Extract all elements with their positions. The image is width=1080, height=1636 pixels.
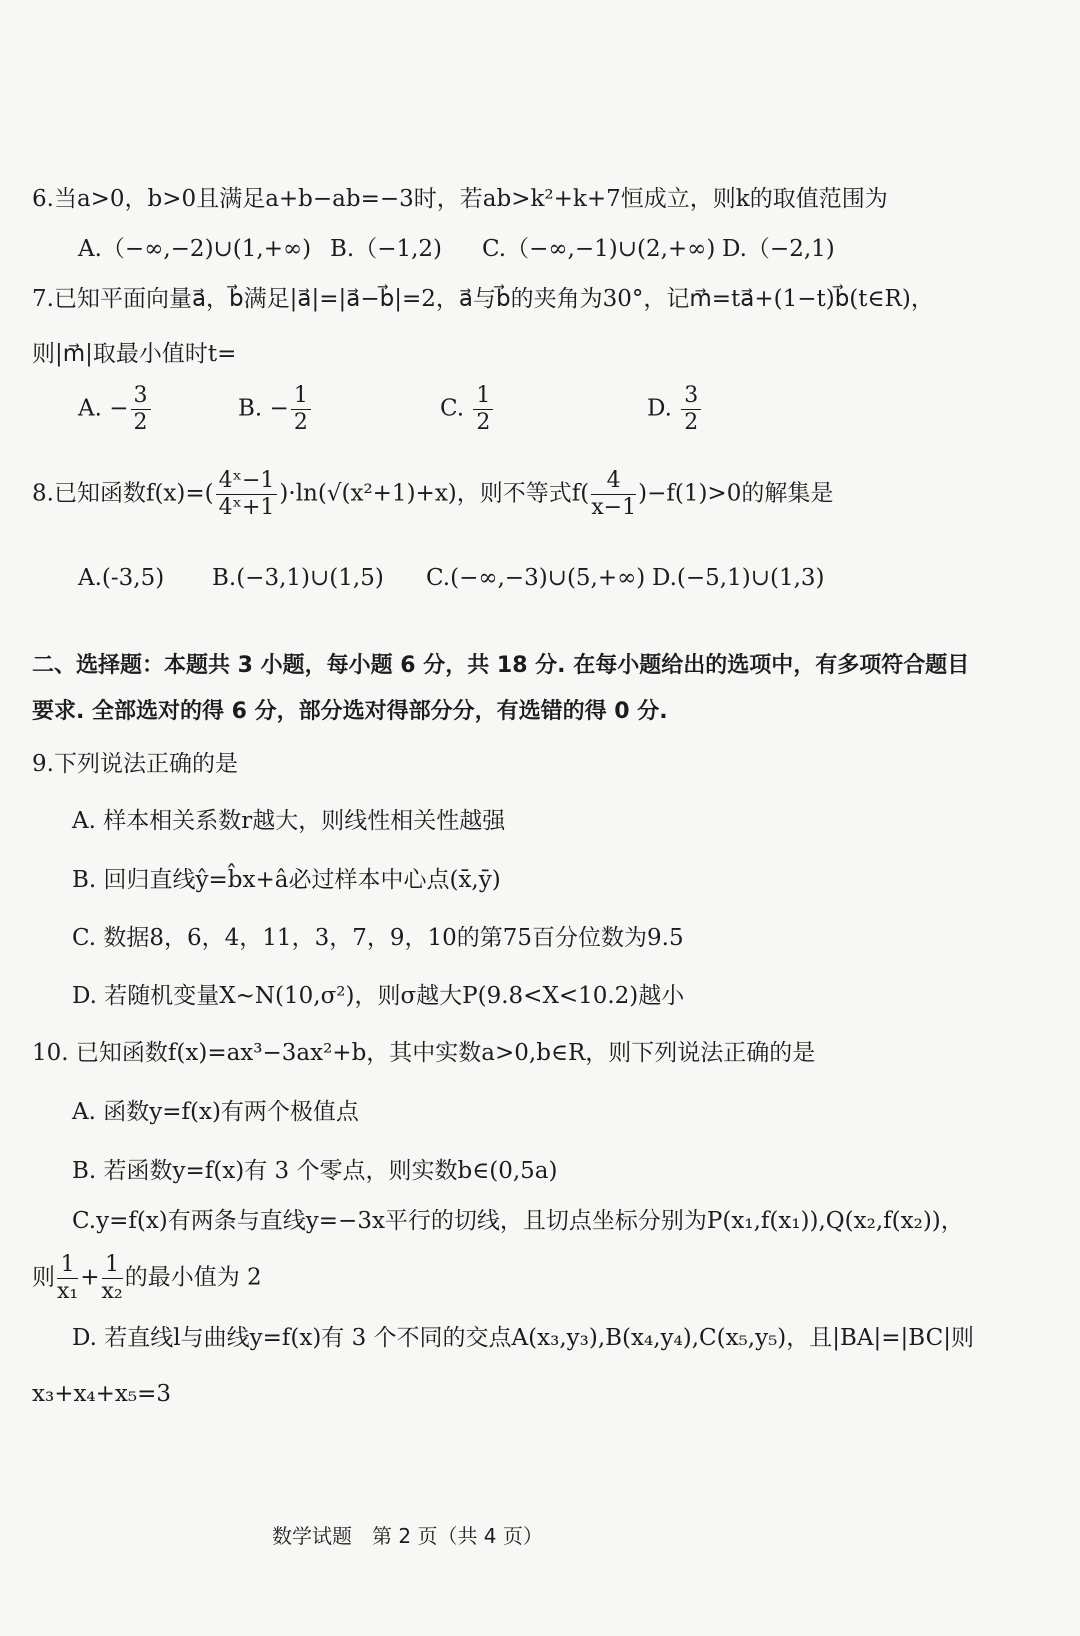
section2-heading-line1: 二、选择题：本题共 3 小题，每小题 6 分，共 18 分. 在每小题给出的选项中，有多项符合题目 [32, 653, 970, 678]
q7-option-c-label: C. [440, 395, 465, 422]
q8-option-b: B.(−3,1)∪(1,5) [212, 565, 384, 591]
q7-option-b-fraction [291, 383, 311, 436]
q8-option-a: A.(-3,5) [78, 565, 165, 591]
q7-option-a-denominator: 2 [133, 410, 148, 435]
q8-argument-fraction [591, 468, 636, 521]
q7-option-a [78, 383, 153, 436]
q8-function-denominator: 4ˣ+1 [218, 495, 275, 520]
q7-option-d-label: D. [647, 395, 672, 422]
q10-stem: 10. 已知函数f(x)=ax³−3ax²+b，其中实数a>0,b∈R，则下列说法正确的是 [32, 1040, 816, 1066]
q7-option-a-label: A. [78, 395, 102, 422]
footer-page-number: 第 2 页（共 4 页） [372, 1524, 543, 1548]
q10-option-c-line2 [32, 1252, 262, 1305]
q6-option-d: D.（−2,1) [722, 236, 835, 262]
q10-option-c-prefix: 则 [32, 1264, 55, 1291]
q8-function-numerator: 4ˣ−1 [216, 468, 278, 495]
q7-option-c [440, 383, 495, 436]
q10-option-d-line2: x₃+x₄+x₅=3 [32, 1381, 172, 1407]
q7-option-a-numerator: 3 [131, 383, 151, 410]
q10-option-c-fraction-2 [102, 1252, 123, 1305]
q10-option-c-fraction-1-denominator: x₁ [57, 1279, 79, 1304]
q8-stem-mid: ·ln(√(x²+1)+x)，则不等式f( [288, 480, 590, 507]
q7-stem-2: 则|m⃗|取最小值时t= [32, 341, 237, 367]
q6-option-a: A.（−∞,−2)∪(1,+∞) [78, 236, 312, 262]
q9-option-b: B. 回归直线ŷ=b̂x+â必过样本中心点(x̄,ȳ) [72, 867, 501, 893]
q8-argument-denominator: x−1 [591, 495, 637, 520]
q7-option-c-fraction [473, 383, 493, 436]
q7-option-d-numerator: 3 [681, 383, 701, 410]
q7-option-c-denominator: 2 [476, 410, 491, 435]
q9-stem: 9.下列说法正确的是 [32, 751, 238, 777]
q8-option-d: D.(−5,1)∪(1,3) [652, 565, 825, 591]
q10-option-c-plus: + [80, 1264, 100, 1291]
q8-option-c: C.(−∞,−3)∪(5,+∞) [426, 565, 646, 591]
footer-subject: 数学试题 [272, 1524, 352, 1548]
q10-option-c-fraction-2-numerator: 1 [102, 1252, 123, 1279]
q6-option-b: B.（−1,2) [330, 236, 443, 262]
q7-option-a-sign: − [109, 395, 129, 422]
q10-option-c-fraction-1-numerator: 1 [57, 1252, 78, 1279]
q9-option-c: C. 数据8，6，4，11，3，7，9，10的第75百分位数为9.5 [72, 925, 684, 951]
q7-option-c-numerator: 1 [473, 383, 493, 410]
q10-option-c-suffix: 的最小值为 2 [124, 1264, 262, 1291]
q7-option-b-numerator: 1 [291, 383, 311, 410]
q10-option-a: A. 函数y=f(x)有两个极值点 [72, 1099, 359, 1125]
q6-stem: 6.当a>0，b>0且满足a+b−ab=−3时，若ab>k²+k+7恒成立，则k的取值范围为 [32, 186, 888, 212]
q10-option-c-fraction-2-denominator: x₂ [101, 1279, 123, 1304]
q7-option-b-sign: − [269, 395, 289, 422]
q7-option-a-fraction [131, 383, 151, 436]
q7-stem: 7.已知平面向量a⃗，b⃗满足|a⃗|=|a⃗−b⃗|=2，a⃗与b⃗的夹角为30°，记m⃗=ta⃗+(1−t)b⃗(t∈R)， [32, 286, 934, 312]
q7-option-d [647, 383, 703, 436]
q7-option-b-label: B. [238, 395, 263, 422]
q10-option-c-fraction-1 [57, 1252, 78, 1305]
q10-option-b: B. 若函数y=f(x)有 3 个零点，则实数b∈(0,5a) [72, 1158, 558, 1184]
q9-option-a: A. 样本相关系数r越大，则线性相关性越强 [72, 808, 506, 834]
q10-option-d-line1: D. 若直线l与曲线y=f(x)有 3 个不同的交点A(x₃,y₃),B(x₄,y₄),C(x₅,y₅)，且|BA|=|BC|则 [72, 1325, 974, 1351]
q7-option-d-fraction [681, 383, 701, 436]
q8-stem-suffix: )−f(1)>0的解集是 [638, 480, 834, 507]
q8-argument-numerator: 4 [591, 468, 636, 495]
q8-stem-prefix: 8.已知函数f(x)= [32, 480, 205, 507]
q9-option-d: D. 若随机变量X~N(10,σ²)，则σ越大P(9.8<X<10.2)越小 [72, 983, 685, 1009]
q7-option-d-denominator: 2 [684, 410, 699, 435]
q8-stem: 8.已知函数f(x)=( $\frac{\text{4ˣ−1}}{\text{4ˣ+1}}$ )·ln(√(x²+1)+x)，则不等式f( $\frac{4}{x-1}$ )−f(1)>0的解集是 [32, 468, 834, 520]
q10-option-c-line1: C.y=f(x)有两条与直线y=−3x平行的切线，且切点坐标分别为P(x₁,f(x₁)),Q(x₂,f(x₂))， [72, 1208, 964, 1234]
q6-option-c: C.（−∞,−1)∪(2,+∞) [482, 236, 716, 262]
q8-function-fraction [216, 468, 278, 521]
q7-option-b-denominator: 2 [293, 410, 308, 435]
section2-heading-line2: 要求. 全部选对的得 6 分，部分选对得部分分，有选错的得 0 分. [32, 699, 668, 724]
q7-option-b [238, 383, 313, 436]
